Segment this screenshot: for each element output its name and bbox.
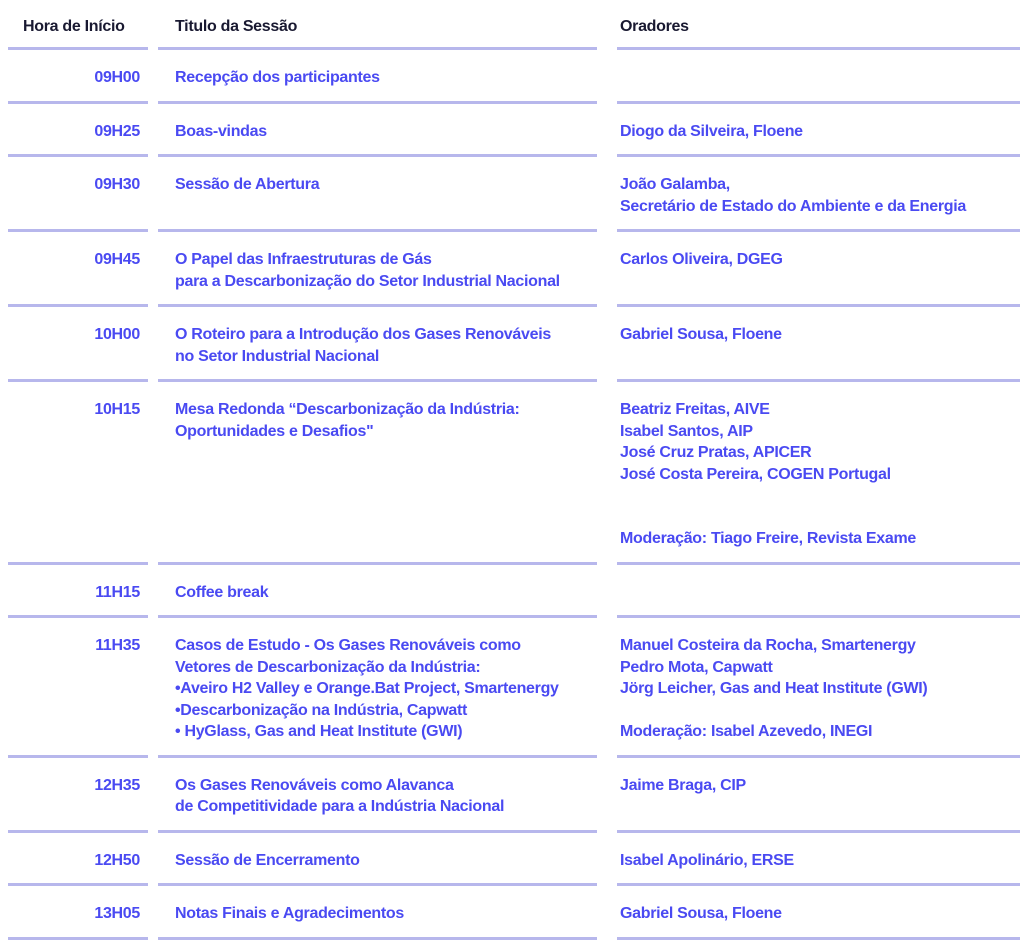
- text-line: 10H15: [94, 401, 140, 418]
- session-speakers: [617, 886, 1020, 940]
- text-line: 09H30: [94, 176, 140, 193]
- text-line: Diogo da Silveira, Floene: [620, 122, 803, 140]
- text-line: Manuel Costeira da Rocha, Smartenergy: [620, 637, 916, 654]
- text-line: Beatriz Freitas, AIVE: [620, 401, 770, 418]
- table-row: [8, 833, 1020, 887]
- text-line: Moderação: Tiago Freire, Revista Exame: [620, 530, 916, 547]
- column-header-speakers: Oradores: [617, 8, 1020, 50]
- session-title: [158, 886, 597, 940]
- session-start-time: [8, 157, 148, 232]
- table-row: [8, 232, 1020, 307]
- session-speakers: [617, 565, 1020, 619]
- text-line: Pedro Mota, Capwatt: [620, 658, 773, 676]
- text-line: de Competitividade para a Indústria Nacional: [175, 798, 505, 815]
- text-line: para a Descarbonização do Setor Industrial Nacional: [175, 272, 560, 290]
- text-line: O Roteiro para a Introdução dos Gases Renováveis: [175, 326, 551, 343]
- session-speakers: [617, 758, 1020, 833]
- table-row: [8, 382, 1020, 565]
- table-row: [8, 50, 1020, 104]
- text-line: Jörg Leicher, Gas and Heat Institute (GWI): [620, 680, 928, 697]
- text-line: O Papel das Infraestruturas de Gás: [175, 251, 432, 268]
- text-line: •Descarbonização na Indústria, Capwatt: [175, 701, 468, 719]
- text-line: Carlos Oliveira, DGEG: [620, 251, 783, 268]
- text-line: Gabriel Sousa, Floene: [620, 326, 782, 343]
- text-line: Os Gases Renováveis como Alavanca: [175, 776, 454, 794]
- text-line: •Aveiro H2 Valley e Orange.Bat Project, Smartenergy: [175, 680, 559, 697]
- text-line: Sessão de Encerramento: [175, 851, 360, 869]
- session-start-time: [8, 232, 148, 307]
- session-title: [158, 758, 597, 833]
- session-speakers: [617, 232, 1020, 307]
- session-speakers: [617, 618, 1020, 758]
- session-title: [158, 833, 597, 887]
- text-line: [620, 485, 1020, 507]
- column-header-time: Hora de Início: [8, 8, 148, 50]
- column-header-title: Titulo da Sessão: [158, 8, 597, 50]
- session-title: [158, 157, 597, 232]
- text-line: 09H00: [94, 69, 140, 86]
- session-start-time: [8, 565, 148, 619]
- text-line: [620, 700, 1020, 722]
- text-line: Isabel Santos, AIP: [620, 422, 753, 440]
- session-title: [158, 307, 597, 382]
- text-line: 11H15: [95, 583, 140, 601]
- text-line: Notas Finais e Agradecimentos: [175, 905, 404, 922]
- text-line: José Cruz Pratas, APICER: [620, 444, 812, 461]
- text-line: Gabriel Sousa, Floene: [620, 905, 782, 922]
- text-line: João Galamba,: [620, 176, 730, 193]
- session-start-time: [8, 104, 148, 158]
- session-start-time: [8, 886, 148, 940]
- text-line: Secretário de Estado do Ambiente e da Energia: [620, 197, 967, 215]
- text-line: Mesa Redonda “Descarbonização da Indústria:: [175, 401, 520, 418]
- text-line: 09H45: [94, 251, 140, 268]
- text-line: Vetores de Descarbonização da Indústria:: [175, 658, 481, 676]
- text-line: 12H50: [94, 851, 140, 869]
- table-header-row: [8, 8, 1020, 50]
- session-start-time: [8, 307, 148, 382]
- text-line: 10H00: [94, 326, 140, 343]
- table-row: [8, 758, 1020, 833]
- agenda-rows: [8, 50, 1020, 940]
- text-line: 11H35: [95, 637, 140, 654]
- session-speakers: [617, 833, 1020, 887]
- session-speakers: [617, 382, 1020, 565]
- session-title: [158, 104, 597, 158]
- text-line: Boas-vindas: [175, 122, 267, 140]
- session-title: [158, 618, 597, 758]
- session-title: [158, 565, 597, 619]
- text-line: Recepção dos participantes: [175, 69, 380, 86]
- text-line: no Setor Industrial Nacional: [175, 347, 380, 365]
- session-speakers: [617, 50, 1020, 104]
- text-line: Coffee break: [175, 583, 269, 601]
- table-row: [8, 565, 1020, 619]
- text-line: 12H35: [94, 776, 140, 794]
- text-line: Sessão de Abertura: [175, 176, 320, 193]
- table-row: [8, 618, 1020, 758]
- session-speakers: [617, 157, 1020, 232]
- session-speakers: [617, 104, 1020, 158]
- text-line: Isabel Apolinário, ERSE: [620, 851, 794, 869]
- text-line: 13H05: [94, 905, 140, 922]
- text-line: Casos de Estudo - Os Gases Renováveis como: [175, 637, 521, 654]
- text-line: José Costa Pereira, COGEN Portugal: [620, 465, 891, 483]
- text-line: • HyGlass, Gas and Heat Institute (GWI): [175, 723, 463, 740]
- session-start-time: [8, 758, 148, 833]
- text-line: 09H25: [94, 122, 140, 140]
- text-line: Moderação: Isabel Azevedo, INEGI: [620, 723, 873, 740]
- session-speakers: [617, 307, 1020, 382]
- session-start-time: [8, 50, 148, 104]
- session-title: [158, 382, 597, 565]
- table-row: [8, 886, 1020, 940]
- text-line: Jaime Braga, CIP: [620, 776, 746, 794]
- session-start-time: [8, 618, 148, 758]
- session-start-time: [8, 382, 148, 565]
- session-title: [158, 50, 597, 104]
- session-title: [158, 232, 597, 307]
- table-row: [8, 157, 1020, 232]
- session-start-time: [8, 833, 148, 887]
- text-line: [620, 507, 1020, 529]
- table-row: [8, 307, 1020, 382]
- text-line: Oportunidades e Desafios": [175, 422, 374, 440]
- table-row: [8, 104, 1020, 158]
